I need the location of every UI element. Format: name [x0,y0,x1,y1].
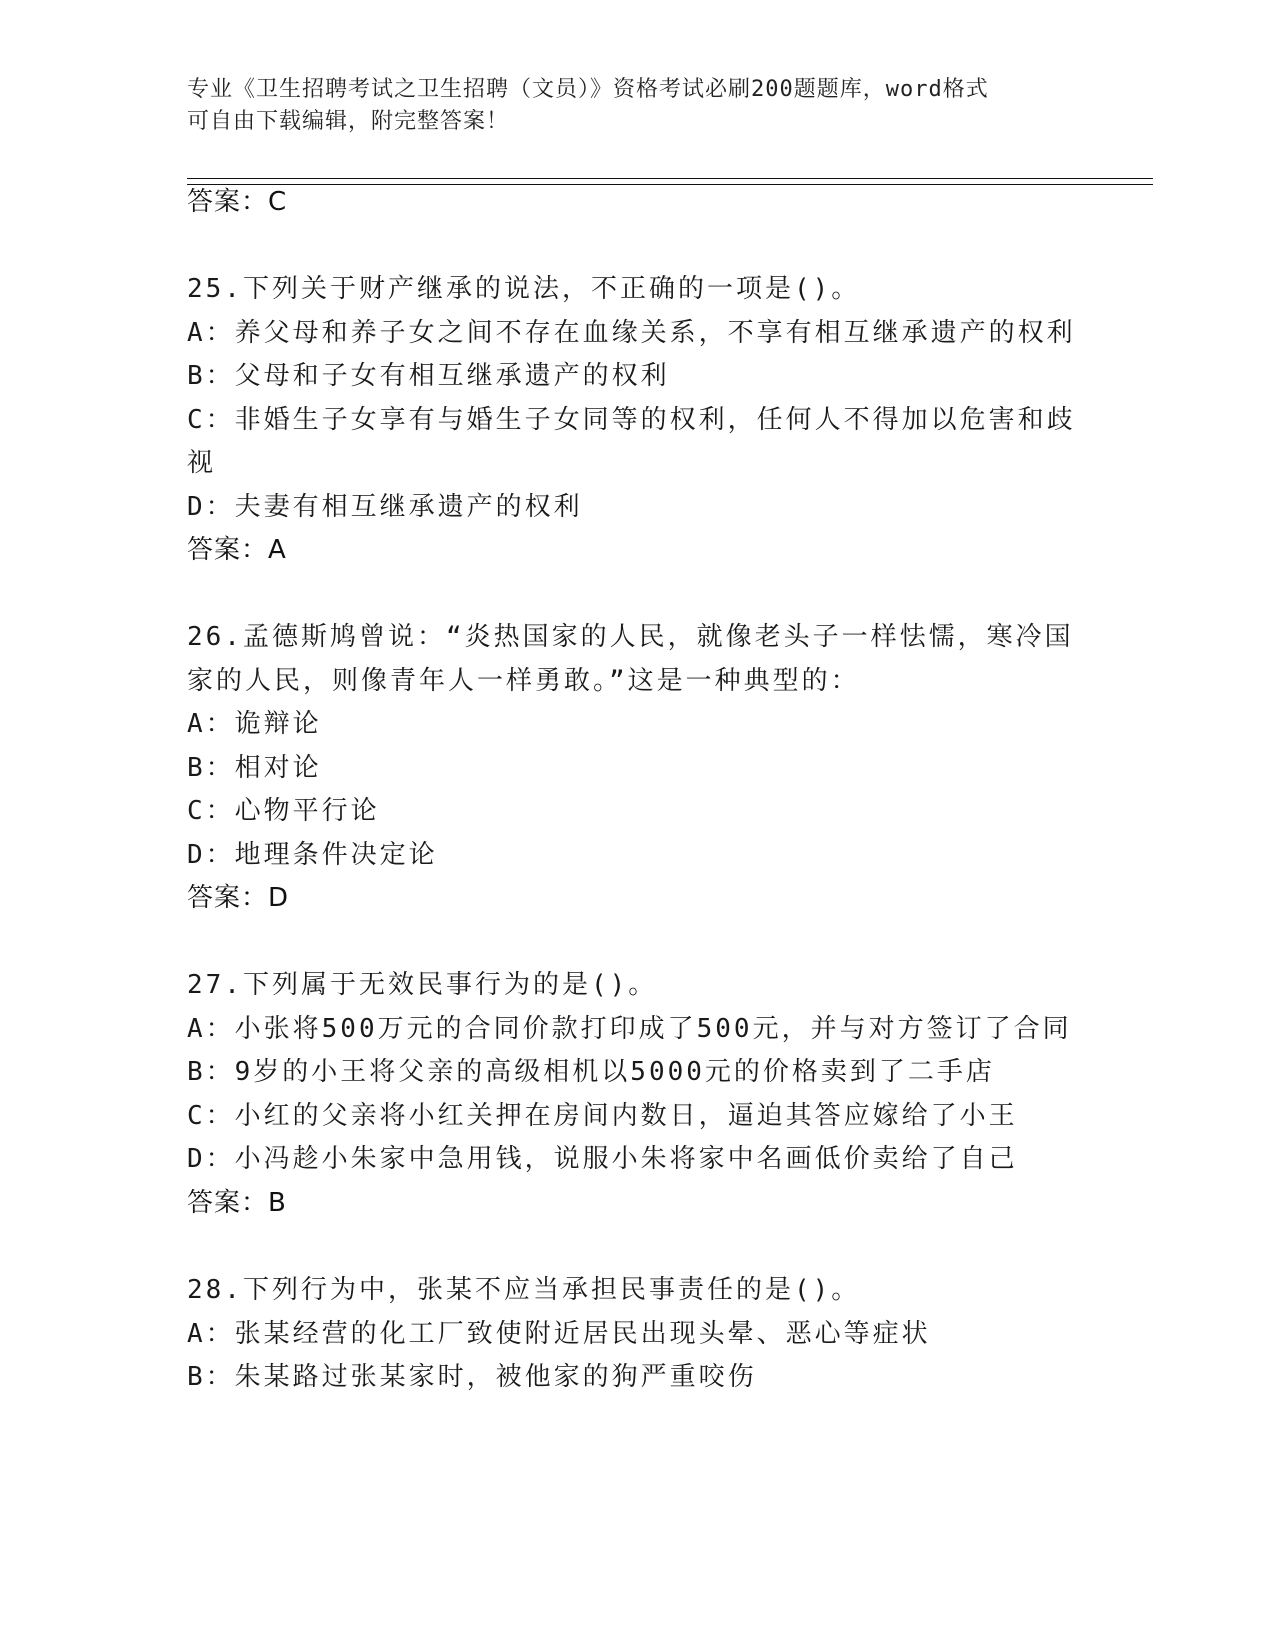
question-28: 28.下列行为中，张某不应当承担民事责任的是()。 [187,1275,861,1305]
question-26-option-c: C：心物平行论 [187,796,380,826]
answer-27: 答案：B [187,1188,287,1218]
header-line-2: 可自由下载编辑，附完整答案！ [187,109,510,134]
header-line-1: 专业《卫生招聘考试之卫生招聘（文员）》资格考试必刷200题题库，word格式 [187,77,989,102]
header-divider-bottom [187,184,1153,185]
question-25-option-d: D：夫妻有相互继承遗产的权利 [187,492,583,522]
answer-25: 答案：A [187,535,287,565]
question-27-option-b: B：9岁的小王将父亲的高级相机以5000元的价格卖到了二手店 [187,1057,995,1087]
header-divider-top [187,178,1153,179]
question-27: 27.下列属于无效民事行为的是()。 [187,970,658,1000]
question-25-option-a: A：养父母和养子女之间不存在血缘关系，不享有相互继承遗产的权利 [187,318,1076,348]
question-28-option-a: A：张某经营的化工厂致使附近居民出现头晕、恶心等症状 [187,1319,931,1349]
question-26-continued: 家的人民，则像青年人一样勇敢。”这是一种典型的： [187,666,860,696]
answer-24: 答案：C [187,187,288,217]
question-25-option-c: C：非婚生子女享有与婚生子女同等的权利，任何人不得加以危害和歧 [187,405,1076,435]
question-27-option-d: D：小冯趁小朱家中急用钱，说服小朱将家中名画低价卖给了自己 [187,1144,1018,1174]
question-25: 25.下列关于财产继承的说法，不正确的一项是()。 [187,274,861,304]
page-header [187,74,1087,138]
question-28-option-b: B：朱某路过张某家时，被他家的狗严重咬伤 [187,1362,757,1392]
question-25-option-b: B：父母和子女有相互继承遗产的权利 [187,361,670,391]
question-26-option-a: A：诡辩论 [187,709,322,739]
question-27-option-a: A：小张将500万元的合同价款打印成了500元，并与对方签订了合同 [187,1014,1072,1044]
question-26-option-b: B：相对论 [187,753,322,783]
answer-26: 答案：D [187,883,290,913]
question-26: 26.孟德斯鸠曾说：“炎热国家的人民，就像老头子一样怯懦，寒冷国 [187,622,1074,652]
question-26-option-d: D：地理条件决定论 [187,840,438,870]
question-27-option-c: C：小红的父亲将小红关押在房间内数日，逼迫其答应嫁给了小王 [187,1101,1018,1131]
question-25-option-c-continued: 视 [187,448,217,478]
